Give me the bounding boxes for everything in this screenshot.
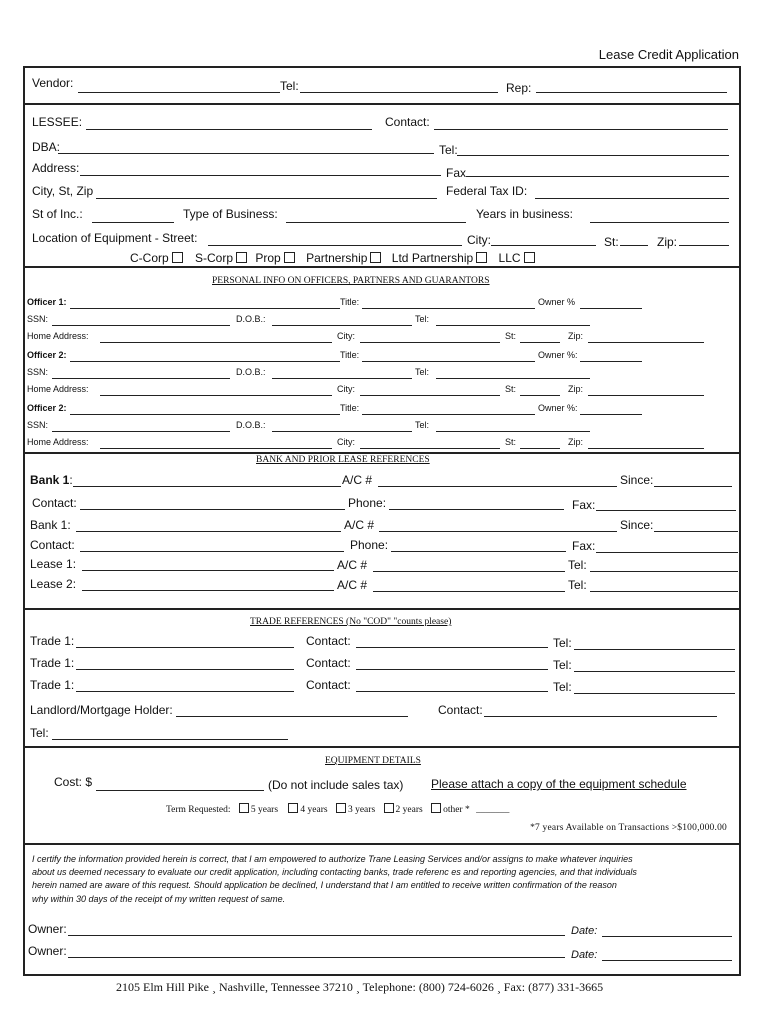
- lessee-fax-label: Fax: [446, 166, 467, 180]
- landlord-contact-field[interactable]: [484, 716, 717, 717]
- vendor-label: Vendor:: [32, 76, 74, 90]
- trade-1-tel-label: Tel:: [553, 636, 572, 650]
- bank1-phone-field[interactable]: [389, 509, 564, 510]
- owner1-date-field[interactable]: [602, 936, 732, 937]
- trade-2-tel-label: Tel:: [553, 658, 572, 672]
- officer-3-dob-field[interactable]: [272, 431, 412, 432]
- bank1b-phone-field[interactable]: [391, 551, 566, 552]
- officer-1-label-label: Officer 1:: [27, 297, 67, 307]
- officer-3-home-label: Home Address:: [27, 437, 89, 447]
- trade-2-label-label: Trade 1:: [30, 656, 75, 670]
- trade-1-tel-field[interactable]: [574, 649, 735, 650]
- lessee-fax-field[interactable]: [466, 176, 729, 177]
- officer-3-tel-field[interactable]: [436, 431, 590, 432]
- officer-3-ssn-label: SSN:: [27, 420, 49, 430]
- owner1-date-label: Date:: [571, 925, 598, 937]
- lease1-tel-label: Tel:: [568, 558, 587, 572]
- bank1-field[interactable]: [73, 486, 341, 487]
- officer-3-city-field[interactable]: [360, 448, 500, 449]
- checkbox-ltd-partnership[interactable]: [476, 252, 487, 263]
- trade-3-label-label: Trade 1:: [30, 678, 75, 692]
- years-business-field[interactable]: [590, 222, 729, 223]
- officer-1-label-field[interactable]: [70, 308, 340, 309]
- officer-2-st-field[interactable]: [520, 395, 560, 396]
- checkbox-other[interactable]: [431, 803, 441, 813]
- officer-1-home-label: Home Address:: [27, 331, 89, 341]
- officer-2-owner-field[interactable]: [580, 361, 642, 362]
- lease1-label: Lease 1:: [30, 557, 77, 571]
- vendor-field[interactable]: [78, 92, 280, 93]
- bank-heading: BANK AND PRIOR LEASE REFERENCES: [256, 455, 430, 465]
- entity-s-corp[interactable]: S-Corp: [195, 251, 247, 265]
- bank1b-ac-label: A/C #: [344, 518, 375, 532]
- entity-prop[interactable]: Prop: [255, 251, 294, 265]
- officer-1-st-label: St:: [505, 331, 517, 341]
- lease2-ac-field[interactable]: [373, 591, 565, 592]
- bank1b-contact-label: Contact:: [30, 538, 75, 552]
- officer-2-city-label: City:: [337, 384, 355, 394]
- type-business-label: Type of Business:: [183, 207, 278, 221]
- bank1-contact-field[interactable]: [80, 509, 345, 510]
- lease2-ac-label: A/C #: [337, 578, 368, 592]
- officer-2-owner-label: Owner %:: [538, 350, 578, 360]
- bank1-phone-label: Phone:: [348, 496, 387, 510]
- term-footnote: *7 years Available on Transactions >$100,000.00: [530, 823, 727, 833]
- landlord-label: Landlord/Mortgage Holder:: [30, 703, 173, 717]
- location-label: Location of Equipment - Street:: [32, 231, 198, 245]
- officer-2-city-field[interactable]: [360, 395, 500, 396]
- officer-2-tel-field[interactable]: [436, 378, 590, 379]
- owner2-label: Owner:: [28, 944, 67, 958]
- trade-heading: TRADE REFERENCES (No "COD" "counts please): [250, 617, 452, 627]
- lessee-tel-label: Tel:: [439, 143, 458, 157]
- location-city-field[interactable]: [491, 245, 596, 246]
- lease1-ac-label: A/C #: [337, 558, 368, 572]
- landlord-tel-label: Tel:: [30, 726, 49, 740]
- officer-1-zip-field[interactable]: [588, 342, 704, 343]
- term-3-years[interactable]: 3 years: [336, 805, 375, 815]
- officer-1-city-label: City:: [337, 331, 355, 341]
- lease1-tel-field[interactable]: [590, 571, 738, 572]
- officer-3-zip-label: Zip:: [568, 437, 584, 447]
- officer-1-owner-field[interactable]: [580, 308, 642, 309]
- officer-2-home-field[interactable]: [100, 395, 332, 396]
- officer-1-ssn-field[interactable]: [52, 325, 230, 326]
- fed-tax-field[interactable]: [535, 198, 729, 199]
- equipment-heading: EQUIPMENT DETAILS: [325, 756, 421, 766]
- officer-3-dob-label: D.O.B.:: [236, 420, 266, 430]
- location-city-label: City:: [467, 233, 491, 247]
- location-field[interactable]: [208, 245, 462, 246]
- lease2-tel-field[interactable]: [590, 591, 738, 592]
- certify-line-2: about us deemed necessary to evaluate our credit application, including contacting banks, trade referenc es and reporting agencies, and that individuals: [32, 867, 637, 877]
- bank1b-since-field[interactable]: [654, 531, 738, 532]
- trade-3-contact-field[interactable]: [356, 691, 548, 692]
- officer-2-tel-label: Tel:: [415, 367, 430, 377]
- officer-1-owner-label: Owner %: [538, 297, 576, 307]
- officer-1-ssn-label: SSN:: [27, 314, 49, 324]
- officer-3-city-label: City:: [337, 437, 355, 447]
- lessee-field[interactable]: [86, 129, 372, 130]
- officer-2-title-label: Title:: [340, 350, 360, 360]
- officer-2-label-label: Officer 2:: [27, 350, 67, 360]
- trade-3-label-field[interactable]: [76, 691, 294, 692]
- officer-2-zip-field[interactable]: [588, 395, 704, 396]
- officer-3-owner-field[interactable]: [580, 414, 642, 415]
- officer-2-home-label: Home Address:: [27, 384, 89, 394]
- vendor-rep-label: Rep:: [506, 81, 532, 95]
- lease2-tel-label: Tel:: [568, 578, 587, 592]
- section-divider-bank: [25, 608, 739, 610]
- personal-heading: PERSONAL INFO ON OFFICERS, PARTNERS AND GUARANTORS: [212, 276, 490, 286]
- dba-field[interactable]: [58, 153, 434, 154]
- officer-3-title-label: Title:: [340, 403, 360, 413]
- st-inc-label: St of Inc.:: [32, 207, 83, 221]
- lessee-contact-label: Contact:: [385, 115, 430, 129]
- officer-1-title-field[interactable]: [362, 308, 535, 309]
- checkbox-3-years[interactable]: [336, 803, 346, 813]
- checkbox-c-corp[interactable]: [172, 252, 183, 263]
- officer-1-dob-label: D.O.B.:: [236, 314, 266, 324]
- trade-3-tel-label: Tel:: [553, 680, 572, 694]
- bank1-ac-field[interactable]: [378, 486, 617, 487]
- vendor-rep-field[interactable]: [536, 92, 727, 93]
- bank1-since-label: Since:: [620, 473, 654, 487]
- footer-address: 2105 Elm Hill Pike ¸ Nashville, Tennessee 37210 ¸ Telephone: (800) 724-6026 ¸ Fax: (877) 331-3665: [116, 980, 604, 994]
- officer-2-ssn-label: SSN:: [27, 367, 49, 377]
- attach-schedule-note: Please attach a copy of the equipment schedule: [431, 777, 687, 791]
- lease1-ac-field[interactable]: [373, 571, 565, 572]
- certify-line-3: herein named are aware of this request. Should application be declined, I understand that I am entitled to receive written confirmation of the reason: [32, 880, 617, 890]
- checkbox-partnership[interactable]: [370, 252, 381, 263]
- bank1-since-field[interactable]: [654, 486, 732, 487]
- section-divider-trade: [25, 746, 739, 748]
- trade-1-label-label: Trade 1:: [30, 634, 75, 648]
- bank1-fax-label: Fax:: [572, 498, 596, 512]
- trade-3-tel-field[interactable]: [574, 693, 735, 694]
- city-st-zip-field[interactable]: [96, 198, 437, 199]
- entity-c-corp[interactable]: C-Corp: [130, 251, 183, 265]
- checkbox-2-years[interactable]: [384, 803, 394, 813]
- owner2-field[interactable]: [68, 957, 565, 958]
- officer-3-label-field[interactable]: [70, 414, 340, 415]
- landlord-field[interactable]: [176, 716, 408, 717]
- lessee-tel-field[interactable]: [457, 155, 729, 156]
- vendor-tel-field[interactable]: [300, 92, 498, 93]
- officer-2-dob-field[interactable]: [272, 378, 412, 379]
- trade-1-contact-label: Contact:: [306, 634, 351, 648]
- officer-1-tel-field[interactable]: [436, 325, 590, 326]
- bank1-label: Bank 1:: [30, 473, 73, 487]
- bank1-ac-label: A/C #: [342, 473, 373, 487]
- owner2-date-label: Date:: [571, 949, 598, 961]
- section-divider-personal: [25, 452, 739, 454]
- location-st-label: St:: [604, 235, 619, 249]
- owner1-label: Owner:: [28, 922, 67, 936]
- entity-type-row: [130, 252, 535, 264]
- trade-2-contact-label: Contact:: [306, 656, 351, 670]
- no-tax-note: (Do not include sales tax): [268, 778, 404, 792]
- cost-field[interactable]: [96, 790, 264, 791]
- vendor-tel-label: Tel:: [280, 79, 299, 93]
- officer-3-zip-field[interactable]: [588, 448, 704, 449]
- checkbox-prop[interactable]: [284, 252, 295, 263]
- officer-1-tel-label: Tel:: [415, 314, 430, 324]
- term-other-field[interactable]: _______: [476, 805, 510, 815]
- checkbox-5-years[interactable]: [239, 803, 249, 813]
- officer-3-owner-label: Owner %:: [538, 403, 578, 413]
- officer-2-title-field[interactable]: [362, 361, 535, 362]
- officer-2-st-label: St:: [505, 384, 517, 394]
- officer-1-zip-label: Zip:: [568, 331, 584, 341]
- lease2-label: Lease 2:: [30, 577, 77, 591]
- location-st-field[interactable]: [620, 245, 648, 246]
- bank1-contact-label: Contact:: [32, 496, 77, 510]
- officer-2-label-field[interactable]: [70, 361, 340, 362]
- owner2-date-field[interactable]: [602, 960, 732, 961]
- lease2-field[interactable]: [82, 590, 334, 591]
- officer-3-st-label: St:: [505, 437, 517, 447]
- section-divider-lessee: [25, 266, 739, 268]
- bank1b-fax-label: Fax:: [572, 539, 596, 553]
- officer-3-ssn-field[interactable]: [52, 431, 230, 432]
- landlord-contact-label: Contact:: [438, 703, 483, 717]
- section-divider-equipment: [25, 843, 739, 845]
- entity-partnership[interactable]: Partnership: [306, 251, 381, 265]
- trade-2-contact-field[interactable]: [356, 669, 548, 670]
- term-row: Term Requested: 5 years 4 years 3 years 2 years other * _______: [166, 805, 510, 815]
- lessee-label: LESSEE:: [32, 115, 83, 129]
- type-business-field[interactable]: [286, 222, 466, 223]
- section-divider-vendor: [25, 103, 739, 105]
- officer-1-home-field[interactable]: [100, 342, 332, 343]
- officer-3-home-field[interactable]: [100, 448, 332, 449]
- trade-1-label-field[interactable]: [76, 647, 294, 648]
- term-2-years[interactable]: 2 years: [384, 805, 423, 815]
- landlord-tel-field[interactable]: [52, 739, 288, 740]
- term-other[interactable]: other *: [431, 805, 470, 815]
- bank1b-label: Bank 1:: [30, 518, 71, 532]
- officer-1-city-field[interactable]: [360, 342, 500, 343]
- bank1b-phone-label: Phone:: [350, 538, 389, 552]
- officer-2-zip-label: Zip:: [568, 384, 584, 394]
- officer-3-label-label: Officer 2:: [27, 403, 67, 413]
- fed-tax-label: Federal Tax ID:: [446, 184, 528, 198]
- officer-1-st-field[interactable]: [520, 342, 560, 343]
- lease1-field[interactable]: [82, 570, 334, 571]
- bank1b-fax-field[interactable]: [596, 552, 738, 553]
- city-st-zip-label: City, St, Zip: [32, 184, 94, 198]
- dba-label: DBA:: [32, 140, 61, 154]
- officer-3-title-field[interactable]: [362, 414, 535, 415]
- checkbox-4-years[interactable]: [288, 803, 298, 813]
- officer-2-ssn-field[interactable]: [52, 378, 230, 379]
- trade-2-tel-field[interactable]: [574, 671, 735, 672]
- cost-label: Cost: $: [54, 775, 93, 789]
- location-zip-field[interactable]: [679, 245, 729, 246]
- certify-line-1: I certify the information provided herein is correct, that I am empowered to authorize Trane Leasing Services and/or assigns to make whatever inquiries: [32, 854, 633, 864]
- lessee-contact-field[interactable]: [434, 129, 728, 130]
- officer-3-st-field[interactable]: [520, 448, 560, 449]
- bank1b-ac-field[interactable]: [379, 531, 617, 532]
- bank1-fax-field[interactable]: [596, 510, 736, 511]
- bank1b-contact-field[interactable]: [80, 551, 344, 552]
- bank1b-since-label: Since:: [620, 518, 654, 532]
- trade-3-contact-label: Contact:: [306, 678, 351, 692]
- certify-line-4: why within 30 days of the receipt of my written request of same.: [32, 894, 286, 904]
- address-label: Address:: [32, 161, 80, 175]
- checkbox-llc[interactable]: [524, 252, 535, 263]
- bank1b-field[interactable]: [76, 531, 341, 532]
- st-inc-field[interactable]: [92, 222, 174, 223]
- entity-llc[interactable]: LLC: [499, 251, 535, 265]
- trade-1-contact-field[interactable]: [356, 647, 548, 648]
- trade-2-label-field[interactable]: [76, 669, 294, 670]
- officer-1-dob-field[interactable]: [272, 325, 412, 326]
- location-zip-label: Zip:: [657, 235, 678, 249]
- years-business-label: Years in business:: [476, 207, 573, 221]
- officer-2-dob-label: D.O.B.:: [236, 367, 266, 377]
- address-field[interactable]: [80, 175, 441, 176]
- term-4-years[interactable]: 4 years: [288, 805, 327, 815]
- officer-1-title-label: Title:: [340, 297, 360, 307]
- officer-3-tel-label: Tel:: [415, 420, 430, 430]
- owner1-field[interactable]: [68, 935, 565, 936]
- entity-ltd-partnership[interactable]: Ltd Partnership: [392, 251, 487, 265]
- document-title: Lease Credit Application: [598, 47, 739, 62]
- term-5-years[interactable]: 5 years: [239, 805, 278, 815]
- checkbox-s-corp[interactable]: [236, 252, 247, 263]
